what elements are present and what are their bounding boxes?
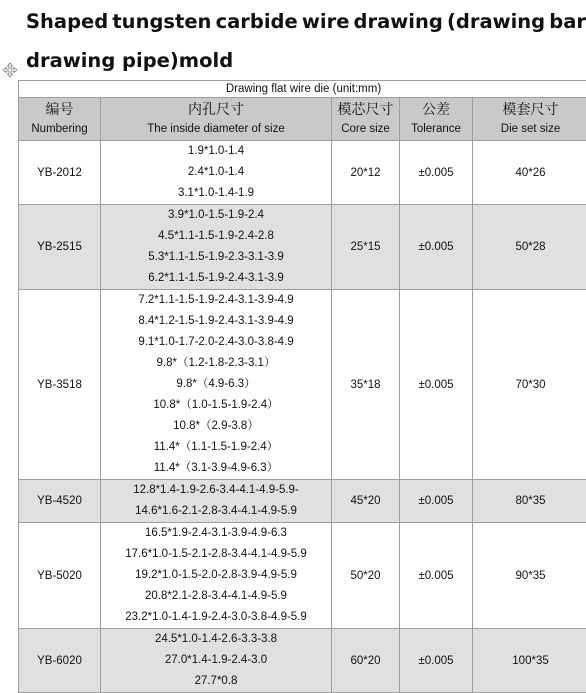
- size-line: 10.8*（2.9-3.8）: [101, 416, 331, 437]
- table-row: [19, 141, 586, 205]
- table-move-handle-icon[interactable]: [2, 62, 18, 78]
- cell-number: YB-5020: [19, 523, 101, 629]
- size-line: 27.0*1.4-1.9-2.4-3.0: [101, 650, 331, 671]
- cell-sizes: [101, 141, 332, 205]
- size-line: 19.2*1.0-1.5-2.0-2.8-3.9-4.9-5.9: [101, 565, 331, 586]
- table-header-row: [19, 98, 586, 141]
- header-inside-diameter: [101, 98, 332, 141]
- cell-core-size: 35*18: [332, 290, 400, 480]
- cell-core-size: 50*20: [332, 523, 400, 629]
- cell-tolerance: ±0.005: [400, 290, 473, 480]
- title-word: Shaped: [26, 2, 108, 41]
- size-line: 23.2*1.0-1.4-1.9-2.4-3.0-3.8-4.9-5.9: [101, 607, 331, 628]
- title-line-1: [26, 2, 586, 41]
- cell-sizes: [101, 480, 332, 523]
- size-line: 14.6*1.6-2.1-2.8-3.4-4.1-4.9-5.9: [101, 501, 331, 522]
- size-line: 11.4*（1.1-1.5-1.9-2.4）: [101, 437, 331, 458]
- size-line: 3.1*1.0-1.4-1.9: [101, 183, 331, 204]
- cell-die-set-size: 50*28: [473, 205, 586, 290]
- title-word: (drawing: [447, 2, 545, 41]
- size-line: 1.9*1.0-1.4: [101, 141, 331, 162]
- cell-core-size: 60*20: [332, 629, 400, 693]
- size-line: 24.5*1.0-1.4-2.6-3.3-3.8: [101, 629, 331, 650]
- cell-die-set-size: 70*30: [473, 290, 586, 480]
- title-word: tungsten: [112, 2, 211, 41]
- size-line: 17.6*1.0-1.5-2.1-2.8-3.4-4.1-4.9-5.9: [101, 544, 331, 565]
- size-line: 9.8*（1.2-1.8-2.3-3.1）: [101, 353, 331, 374]
- header-core-size: [332, 98, 400, 141]
- size-line: 3.9*1.0-1.5-1.9-2.4: [101, 205, 331, 226]
- size-line: 16.5*1.9-2.4-3.1-3.9-4.9-6.3: [101, 523, 331, 544]
- header-zh: 编号: [19, 99, 100, 119]
- cell-die-set-size: 90*35: [473, 523, 586, 629]
- table-row: [19, 290, 586, 480]
- cell-number: YB-2012: [19, 141, 101, 205]
- size-line: 4.5*1.1-1.5-1.9-2.4-2.8: [101, 226, 331, 247]
- cell-die-set-size: 100*35: [473, 629, 586, 693]
- size-line: 11.4*（3.1-3.9-4.9-6.3）: [101, 458, 331, 479]
- title-word: bar: [549, 2, 586, 41]
- header-zh: 模套尺寸: [473, 99, 586, 119]
- cell-core-size: 25*15: [332, 205, 400, 290]
- cell-number: YB-2515: [19, 205, 101, 290]
- title-word: drawing: [354, 2, 443, 41]
- size-line: 9.1*1.0-1.7-2.0-2.4-3.0-3.8-4.9: [101, 332, 331, 353]
- size-line: 9.8*（4.9-6.3）: [101, 374, 331, 395]
- cell-sizes: [101, 205, 332, 290]
- header-zh: 模芯尺寸: [332, 99, 399, 119]
- size-line: 5.3*1.1-1.5-1.9-2.3-3.1-3.9: [101, 247, 331, 268]
- table-row: [19, 480, 586, 523]
- cell-die-set-size: 80*35: [473, 480, 586, 523]
- table-caption: Drawing flat wire die (unit:mm): [19, 81, 586, 98]
- cell-die-set-size: 40*26: [473, 141, 586, 205]
- die-size-table: [18, 80, 586, 693]
- size-line: 8.4*1.2-1.5-1.9-2.4-3.1-3.9-4.9: [101, 311, 331, 332]
- cell-number: YB-3518: [19, 290, 101, 480]
- title-word: wire: [302, 2, 350, 41]
- header-en: Die set size: [473, 119, 586, 139]
- cell-tolerance: ±0.005: [400, 523, 473, 629]
- cell-tolerance: ±0.005: [400, 205, 473, 290]
- header-en: Numbering: [19, 119, 100, 139]
- header-zh: 内孔尺寸: [101, 99, 331, 119]
- header-en: The inside diameter of size: [101, 119, 331, 139]
- cell-core-size: 20*12: [332, 141, 400, 205]
- cell-tolerance: ±0.005: [400, 141, 473, 205]
- size-line: 12.8*1.4-1.9-2.6-3.4-4.1-4.9-5.9-: [101, 480, 331, 501]
- table-row: [19, 629, 586, 693]
- cell-sizes: [101, 290, 332, 480]
- header-zh: 公差: [400, 99, 472, 119]
- header-en: Tolerance: [400, 119, 472, 139]
- header-tolerance: [400, 98, 473, 141]
- size-line: 7.2*1.1-1.5-1.9-2.4-3.1-3.9-4.9: [101, 290, 331, 311]
- cell-sizes: [101, 629, 332, 693]
- size-line: 6.2*1.1-1.5-1.9-2.4-3.1-3.9: [101, 268, 331, 289]
- cell-tolerance: ±0.005: [400, 480, 473, 523]
- size-line: 10.8*（1.0-1.5-1.9-2.4）: [101, 395, 331, 416]
- cell-tolerance: ±0.005: [400, 629, 473, 693]
- size-line: 2.4*1.0-1.4: [101, 162, 331, 183]
- header-en: Core size: [332, 119, 399, 139]
- title-word: carbide: [216, 2, 298, 41]
- cell-sizes: [101, 523, 332, 629]
- cell-number: YB-4520: [19, 480, 101, 523]
- page-title: [26, 2, 586, 80]
- cell-core-size: 45*20: [332, 480, 400, 523]
- table-row: [19, 205, 586, 290]
- header-die-set-size: [473, 98, 586, 141]
- table-caption-row: [19, 81, 586, 98]
- size-line: 27.7*0.8: [101, 671, 331, 692]
- size-line: 20.8*2.1-2.8-3.4-4.1-4.9-5.9: [101, 586, 331, 607]
- cell-number: YB-6020: [19, 629, 101, 693]
- table-row: [19, 523, 586, 629]
- header-numbering: [19, 98, 101, 141]
- title-line-2: drawing pipe)mold: [26, 41, 586, 80]
